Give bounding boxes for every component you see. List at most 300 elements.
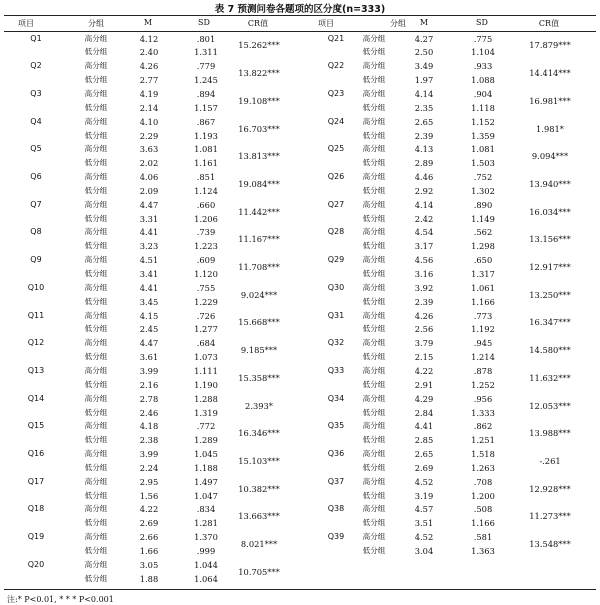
group-low-label: 低分组 bbox=[362, 407, 386, 417]
group-low-label: 低分组 bbox=[362, 130, 386, 140]
group-low-label: 低分组 bbox=[362, 324, 386, 334]
cr-value: 16.034*** bbox=[529, 206, 571, 217]
item-label: Q12 bbox=[27, 338, 45, 348]
group-high-label: 高分组 bbox=[362, 227, 386, 237]
cr-value: 15.358*** bbox=[238, 372, 280, 383]
low-sd: 1.161 bbox=[194, 158, 218, 169]
group-high-label: 高分组 bbox=[362, 393, 386, 403]
high-sd: .739 bbox=[196, 227, 216, 238]
group-high-label: 高分组 bbox=[362, 116, 386, 126]
cr-value: 13.156*** bbox=[529, 234, 571, 245]
high-sd: .956 bbox=[473, 393, 493, 404]
high-sd: .562 bbox=[473, 227, 493, 238]
group-low-label: 低分组 bbox=[84, 47, 108, 57]
high-sd: .862 bbox=[473, 421, 493, 432]
low-mean: 2.69 bbox=[414, 462, 434, 473]
high-mean: 3.79 bbox=[414, 338, 434, 349]
high-sd: 1.111 bbox=[194, 365, 218, 376]
cr-value: 16.981*** bbox=[529, 95, 571, 106]
low-mean: 2.84 bbox=[414, 407, 434, 418]
high-mean: 4.22 bbox=[414, 365, 434, 376]
high-sd: .878 bbox=[473, 365, 493, 376]
low-mean: 3.23 bbox=[139, 241, 159, 252]
item-label: Q24 bbox=[327, 116, 345, 126]
high-sd: .660 bbox=[196, 199, 216, 210]
item-label: Q27 bbox=[327, 199, 345, 209]
high-mean: 4.41 bbox=[139, 282, 159, 293]
cr-value: 10.705*** bbox=[238, 566, 280, 577]
group-high-label: 高分组 bbox=[84, 532, 108, 542]
low-sd: 1.118 bbox=[471, 102, 495, 113]
low-sd: 1.192 bbox=[471, 324, 495, 335]
item-label: Q35 bbox=[327, 421, 345, 431]
high-sd: .851 bbox=[196, 172, 216, 182]
group-high-label: 高分组 bbox=[84, 199, 108, 209]
high-sd: 1.288 bbox=[194, 393, 218, 404]
item-label: Q34 bbox=[327, 393, 345, 403]
low-mean: 3.31 bbox=[139, 213, 159, 224]
low-mean: 2.35 bbox=[414, 102, 434, 113]
group-high-label: 高分组 bbox=[362, 338, 386, 348]
high-mean: 4.15 bbox=[139, 310, 159, 321]
low-sd: 1.302 bbox=[471, 185, 495, 196]
high-sd: .684 bbox=[196, 338, 216, 349]
high-sd: .773 bbox=[473, 310, 493, 321]
high-mean: 2.65 bbox=[414, 116, 434, 127]
high-sd: 1.045 bbox=[194, 449, 218, 459]
high-sd: 1.081 bbox=[471, 144, 495, 155]
group-low-label: 低分组 bbox=[84, 462, 108, 472]
item-label: Q15 bbox=[27, 421, 45, 431]
low-mean: 2.56 bbox=[414, 324, 434, 335]
group-high-label: 高分组 bbox=[84, 365, 108, 375]
low-sd: 1.104 bbox=[471, 47, 495, 58]
high-sd: 1.152 bbox=[471, 116, 495, 127]
group-low-label: 低分组 bbox=[362, 213, 386, 223]
group-high-label: 高分组 bbox=[84, 172, 108, 181]
header-cr-right: CR值 bbox=[538, 19, 560, 28]
low-sd: 1.317 bbox=[471, 269, 495, 279]
item-label: Q29 bbox=[327, 255, 345, 265]
low-sd: 1.206 bbox=[194, 213, 218, 224]
cr-value: 9.024*** bbox=[240, 289, 278, 300]
item-label: Q13 bbox=[27, 365, 45, 375]
cr-value: 13.940*** bbox=[529, 178, 571, 189]
group-low-label: 低分组 bbox=[362, 75, 386, 85]
group-high-label: 高分组 bbox=[362, 61, 386, 71]
group-low-label: 低分组 bbox=[362, 296, 386, 306]
item-label: Q33 bbox=[327, 365, 345, 375]
group-high-label: 高分组 bbox=[84, 33, 108, 43]
group-low-label: 低分组 bbox=[362, 158, 386, 168]
low-sd: 1.088 bbox=[471, 75, 495, 86]
item-label: Q32 bbox=[327, 338, 345, 348]
low-sd: 1.252 bbox=[471, 379, 495, 390]
low-sd: 1.363 bbox=[471, 546, 495, 556]
group-high-label: 高分组 bbox=[84, 476, 108, 486]
low-sd: 1.190 bbox=[194, 379, 218, 390]
low-mean: 2.42 bbox=[414, 213, 434, 224]
high-mean: 3.63 bbox=[139, 144, 159, 155]
group-high-label: 高分组 bbox=[362, 310, 386, 320]
cr-value: 12.053*** bbox=[529, 400, 571, 411]
low-sd: 1.064 bbox=[194, 573, 218, 584]
header-item-left: 项目 bbox=[18, 19, 34, 28]
high-mean: 4.46 bbox=[414, 172, 434, 182]
cr-value: 12.917*** bbox=[529, 262, 571, 273]
group-low-label: 低分组 bbox=[362, 379, 386, 389]
high-mean: 3.49 bbox=[414, 61, 434, 72]
item-label: Q36 bbox=[327, 449, 345, 458]
high-sd: .867 bbox=[196, 116, 216, 127]
group-low-label: 低分组 bbox=[84, 324, 108, 334]
group-high-label: 高分组 bbox=[362, 504, 386, 514]
group-high-label: 高分组 bbox=[84, 227, 108, 237]
low-sd: 1.223 bbox=[194, 241, 218, 252]
low-sd: 1.281 bbox=[194, 518, 218, 529]
table-title: 表 7 预测问卷各题项的区分度(n=333) bbox=[214, 4, 386, 15]
item-label: Q23 bbox=[327, 88, 345, 98]
group-low-label: 低分组 bbox=[84, 75, 108, 85]
high-mean: 4.19 bbox=[139, 88, 159, 99]
low-sd: 1.120 bbox=[194, 269, 218, 279]
high-sd: 1.081 bbox=[194, 144, 218, 155]
group-high-label: 高分组 bbox=[362, 282, 386, 292]
high-mean: 4.14 bbox=[414, 199, 434, 210]
group-high-label: 高分组 bbox=[362, 33, 386, 43]
low-mean: 3.41 bbox=[139, 269, 159, 279]
group-low-label: 低分组 bbox=[84, 269, 108, 278]
high-sd: 1.497 bbox=[194, 476, 218, 487]
low-sd: .999 bbox=[196, 546, 216, 556]
group-low-label: 低分组 bbox=[84, 435, 108, 445]
low-mean: 3.04 bbox=[414, 546, 434, 556]
group-high-label: 高分组 bbox=[84, 559, 108, 569]
high-sd: 1.370 bbox=[194, 532, 218, 543]
item-label: Q6 bbox=[30, 172, 42, 181]
low-sd: 1.311 bbox=[194, 47, 218, 58]
high-mean: 4.26 bbox=[414, 310, 434, 321]
low-mean: 2.38 bbox=[139, 435, 159, 446]
cr-value: 15.262*** bbox=[238, 40, 280, 51]
high-sd: .904 bbox=[473, 88, 493, 99]
item-label: Q1 bbox=[30, 33, 42, 43]
high-sd: 1.044 bbox=[194, 559, 218, 570]
cr-value: 14.580*** bbox=[529, 345, 571, 356]
cr-value: 14.414*** bbox=[529, 68, 571, 79]
low-mean: 2.15 bbox=[414, 352, 434, 363]
low-mean: 2.45 bbox=[139, 324, 159, 335]
low-mean: 2.16 bbox=[139, 379, 159, 390]
cr-value: 9.094*** bbox=[531, 151, 569, 162]
group-low-label: 低分组 bbox=[84, 352, 108, 362]
group-high-label: 高分组 bbox=[84, 255, 108, 265]
high-mean: 4.14 bbox=[414, 88, 434, 99]
low-mean: 2.14 bbox=[139, 102, 159, 113]
group-high-label: 高分组 bbox=[362, 88, 386, 98]
item-label: Q37 bbox=[327, 476, 345, 486]
high-sd: 1.518 bbox=[471, 449, 495, 459]
low-sd: 1.124 bbox=[194, 185, 218, 196]
high-mean: 3.99 bbox=[139, 449, 159, 459]
group-high-label: 高分组 bbox=[84, 393, 108, 403]
high-mean: 4.54 bbox=[414, 227, 434, 238]
high-sd: .650 bbox=[473, 255, 493, 266]
group-low-label: 低分组 bbox=[84, 518, 108, 528]
cr-value: 19.108*** bbox=[238, 95, 280, 106]
header-item-right: 项目 bbox=[318, 19, 334, 28]
group-low-label: 低分组 bbox=[84, 241, 108, 251]
low-sd: 1.047 bbox=[194, 490, 218, 501]
low-mean: 1.88 bbox=[139, 573, 159, 584]
high-sd: .890 bbox=[473, 199, 493, 210]
header-m-left: M bbox=[143, 18, 153, 27]
cr-value: 13.988*** bbox=[529, 428, 571, 439]
high-mean: 4.06 bbox=[139, 172, 159, 182]
low-mean: 2.40 bbox=[139, 47, 159, 58]
group-low-label: 低分组 bbox=[84, 546, 108, 555]
cr-value: 11.167*** bbox=[238, 234, 280, 245]
high-sd: .581 bbox=[473, 532, 493, 543]
high-mean: 4.10 bbox=[139, 116, 159, 127]
high-mean: 4.13 bbox=[414, 144, 434, 155]
cr-value: 17.879*** bbox=[529, 40, 571, 51]
low-mean: 1.97 bbox=[414, 75, 434, 86]
header-m-right: M bbox=[419, 18, 429, 27]
item-label: Q5 bbox=[30, 144, 42, 154]
item-label: Q25 bbox=[327, 144, 345, 154]
group-high-label: 高分组 bbox=[362, 532, 386, 542]
item-label: Q38 bbox=[327, 504, 345, 514]
group-low-label: 低分组 bbox=[362, 47, 386, 57]
cr-value: 16.703*** bbox=[238, 123, 280, 134]
high-mean: 2.78 bbox=[139, 393, 159, 404]
high-mean: 4.56 bbox=[414, 255, 434, 266]
high-sd: 1.061 bbox=[471, 282, 495, 293]
low-sd: 1.245 bbox=[194, 75, 218, 86]
group-high-label: 高分组 bbox=[362, 365, 386, 375]
high-mean: 3.92 bbox=[414, 282, 434, 293]
item-label: Q28 bbox=[327, 227, 345, 237]
cr-value: 16.347*** bbox=[529, 317, 571, 328]
low-sd: 1.319 bbox=[194, 407, 218, 418]
low-mean: 3.51 bbox=[414, 518, 434, 529]
high-mean: 2.65 bbox=[414, 449, 434, 459]
low-mean: 3.19 bbox=[414, 490, 434, 501]
group-low-label: 低分组 bbox=[362, 241, 386, 251]
group-low-label: 低分组 bbox=[84, 130, 108, 140]
high-mean: 4.26 bbox=[139, 61, 159, 72]
group-low-label: 低分组 bbox=[362, 185, 386, 195]
group-high-label: 高分组 bbox=[362, 449, 386, 458]
bottom-rule bbox=[4, 589, 596, 590]
cr-value: 11.632*** bbox=[529, 372, 571, 383]
low-sd: 1.289 bbox=[194, 435, 218, 446]
item-label: Q14 bbox=[27, 393, 45, 403]
low-sd: 1.188 bbox=[194, 462, 218, 473]
cr-value: 12.928*** bbox=[529, 483, 571, 494]
high-mean: 4.52 bbox=[414, 476, 434, 487]
high-mean: 4.47 bbox=[139, 199, 159, 210]
group-low-label: 低分组 bbox=[84, 102, 108, 112]
group-low-label: 低分组 bbox=[362, 102, 386, 112]
low-sd: 1.166 bbox=[471, 296, 495, 307]
high-mean: 4.29 bbox=[414, 393, 434, 404]
cr-value: 11.708*** bbox=[238, 262, 280, 273]
cr-value: 11.442*** bbox=[238, 206, 280, 217]
low-sd: 1.149 bbox=[471, 213, 495, 224]
item-label: Q20 bbox=[27, 559, 45, 569]
group-low-label: 低分组 bbox=[84, 296, 108, 306]
item-label: Q2 bbox=[30, 61, 42, 71]
low-sd: 1.193 bbox=[194, 130, 218, 141]
high-sd: .755 bbox=[196, 282, 216, 293]
item-label: Q3 bbox=[30, 88, 42, 98]
group-high-label: 高分组 bbox=[362, 421, 386, 431]
header-group-right: 分组 bbox=[390, 19, 406, 28]
high-sd: .772 bbox=[196, 421, 216, 432]
group-low-label: 低分组 bbox=[362, 490, 386, 500]
low-sd: 1.333 bbox=[471, 407, 495, 418]
header-cr-left: CR值 bbox=[247, 19, 269, 28]
low-sd: 1.277 bbox=[194, 324, 218, 335]
high-sd: .801 bbox=[196, 33, 216, 44]
high-sd: .779 bbox=[196, 61, 216, 72]
low-sd: 1.166 bbox=[471, 518, 495, 529]
group-low-label: 低分组 bbox=[84, 573, 108, 583]
group-low-label: 低分组 bbox=[84, 407, 108, 417]
high-mean: 4.47 bbox=[139, 338, 159, 349]
high-mean: 3.05 bbox=[139, 559, 159, 570]
group-low-label: 低分组 bbox=[84, 158, 108, 168]
group-high-label: 高分组 bbox=[84, 421, 108, 431]
item-label: Q4 bbox=[30, 116, 42, 126]
group-high-label: 高分组 bbox=[84, 116, 108, 126]
high-mean: 4.18 bbox=[139, 421, 159, 432]
item-label: Q19 bbox=[27, 532, 45, 542]
item-label: Q16 bbox=[27, 449, 45, 458]
cr-value: 13.548*** bbox=[529, 539, 571, 550]
item-label: Q9 bbox=[30, 255, 42, 265]
group-high-label: 高分组 bbox=[84, 282, 108, 292]
group-low-label: 低分组 bbox=[362, 462, 386, 472]
high-sd: .708 bbox=[473, 476, 493, 487]
item-label: Q11 bbox=[27, 310, 45, 320]
cr-value: 13.822*** bbox=[238, 68, 280, 79]
low-mean: 3.45 bbox=[139, 296, 159, 307]
high-mean: 4.22 bbox=[139, 504, 159, 515]
low-sd: 1.359 bbox=[471, 130, 495, 141]
low-sd: 1.251 bbox=[471, 435, 495, 446]
low-mean: 2.50 bbox=[414, 47, 434, 58]
low-mean: 2.69 bbox=[139, 518, 159, 529]
group-low-label: 低分组 bbox=[362, 546, 386, 555]
header-sd-left: SD bbox=[198, 18, 210, 27]
low-mean: 2.24 bbox=[139, 462, 159, 473]
group-high-label: 高分组 bbox=[362, 476, 386, 486]
cr-value: 15.668*** bbox=[238, 317, 280, 328]
high-sd: .752 bbox=[473, 172, 493, 182]
low-mean: 3.17 bbox=[414, 241, 434, 252]
high-sd: .933 bbox=[473, 61, 493, 72]
low-mean: 2.39 bbox=[414, 296, 434, 307]
group-high-label: 高分组 bbox=[362, 172, 386, 181]
low-sd: 1.214 bbox=[471, 352, 495, 363]
item-label: Q21 bbox=[327, 33, 345, 43]
cr-value: 1.981* bbox=[536, 123, 564, 134]
item-label: Q17 bbox=[27, 476, 45, 486]
high-mean: 4.51 bbox=[139, 255, 159, 266]
low-sd: 1.157 bbox=[194, 102, 218, 113]
group-high-label: 高分组 bbox=[362, 199, 386, 209]
low-sd: 1.503 bbox=[471, 158, 495, 169]
high-sd: .945 bbox=[473, 338, 493, 349]
high-sd: .508 bbox=[473, 504, 493, 515]
group-low-label: 低分组 bbox=[84, 490, 108, 500]
low-mean: 3.61 bbox=[139, 352, 159, 363]
cr-value: 2.393* bbox=[245, 400, 273, 411]
high-sd: .726 bbox=[196, 310, 216, 321]
low-mean: 2.02 bbox=[139, 158, 159, 169]
group-high-label: 高分组 bbox=[84, 338, 108, 348]
low-mean: 2.89 bbox=[414, 158, 434, 169]
high-sd: .609 bbox=[196, 255, 216, 266]
group-high-label: 高分组 bbox=[84, 310, 108, 320]
low-sd: 1.263 bbox=[471, 462, 495, 473]
cr-value: 9.185*** bbox=[240, 345, 278, 356]
low-mean: 2.91 bbox=[414, 379, 434, 390]
group-high-label: 高分组 bbox=[84, 449, 108, 458]
group-high-label: 高分组 bbox=[84, 88, 108, 98]
high-mean: 4.41 bbox=[414, 421, 434, 432]
low-mean: 2.85 bbox=[414, 435, 434, 446]
item-label: Q30 bbox=[327, 282, 345, 292]
low-mean: 2.92 bbox=[414, 185, 434, 196]
item-label: Q26 bbox=[327, 172, 345, 181]
cr-value: 16.346*** bbox=[238, 428, 280, 439]
low-sd: 1.200 bbox=[471, 490, 495, 501]
group-low-label: 低分组 bbox=[362, 269, 386, 278]
high-mean: 4.41 bbox=[139, 227, 159, 238]
high-sd: .834 bbox=[196, 504, 216, 515]
high-mean: 2.66 bbox=[139, 532, 159, 543]
high-mean: 4.52 bbox=[414, 532, 434, 543]
group-low-label: 低分组 bbox=[84, 213, 108, 223]
group-high-label: 高分组 bbox=[362, 144, 386, 154]
group-high-label: 高分组 bbox=[84, 61, 108, 71]
group-low-label: 低分组 bbox=[362, 518, 386, 528]
low-mean: 2.09 bbox=[139, 185, 159, 196]
high-mean: 4.12 bbox=[139, 33, 159, 44]
cr-value: -.261 bbox=[539, 455, 561, 466]
cr-value: 19.084*** bbox=[238, 178, 280, 189]
low-mean: 2.29 bbox=[139, 130, 159, 141]
cr-value: 15.103*** bbox=[238, 455, 280, 466]
header-sd-right: SD bbox=[476, 18, 488, 27]
high-mean: 4.57 bbox=[414, 504, 434, 515]
item-label: Q39 bbox=[327, 532, 345, 542]
cr-value: 10.382*** bbox=[238, 483, 280, 494]
cr-value: 11.273*** bbox=[529, 511, 571, 522]
low-sd: 1.229 bbox=[194, 296, 218, 307]
cr-value: 13.813*** bbox=[238, 151, 280, 162]
high-mean: 2.95 bbox=[139, 476, 159, 487]
group-low-label: 低分组 bbox=[362, 352, 386, 362]
cr-value: 13.663*** bbox=[238, 511, 280, 522]
low-mean: 2.46 bbox=[139, 407, 159, 418]
item-label: Q8 bbox=[30, 227, 42, 237]
low-mean: 1.56 bbox=[139, 490, 159, 501]
